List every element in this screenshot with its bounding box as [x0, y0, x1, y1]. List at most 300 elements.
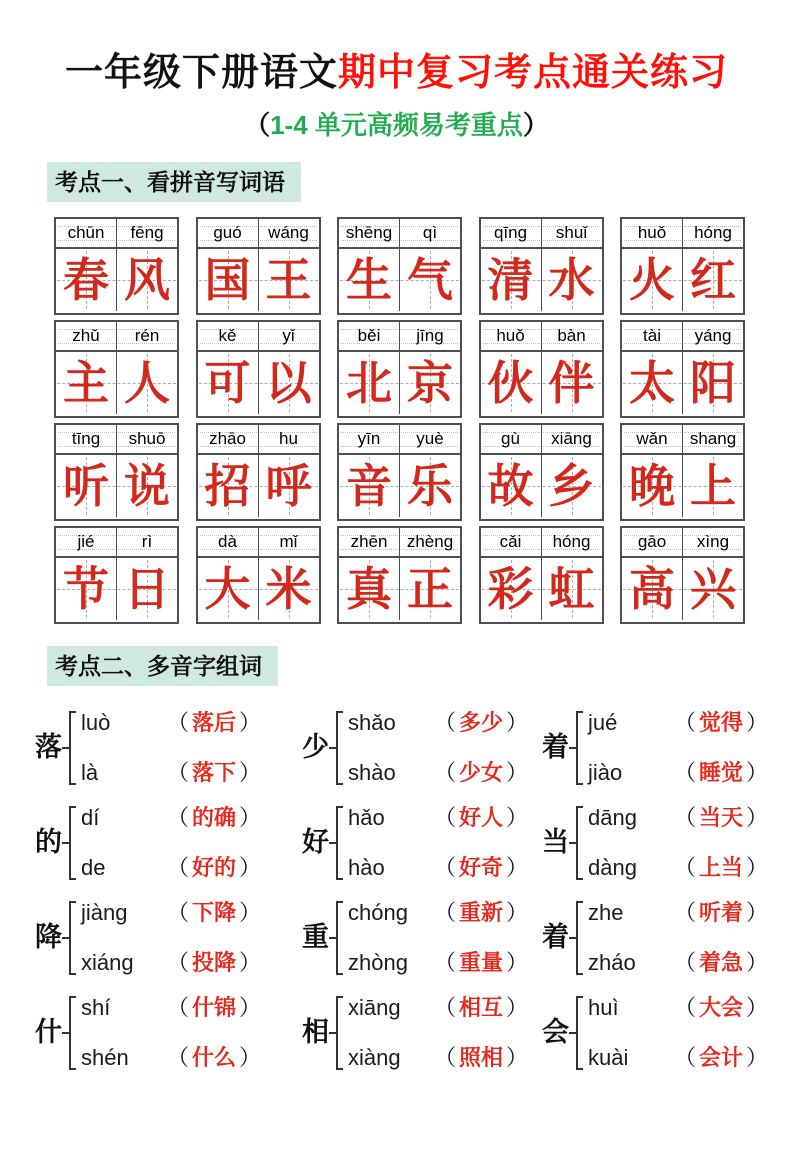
close-paren: ） [746, 804, 769, 830]
open-paren: （ [434, 994, 457, 1020]
polyphone-word: 什么 [192, 1044, 237, 1070]
word-card [54, 320, 179, 418]
close-paren: ） [239, 759, 262, 785]
polyphone-readings [81, 710, 261, 786]
pinyin-row [622, 219, 743, 249]
close-paren: ） [506, 949, 529, 975]
character-row [339, 455, 460, 517]
polyphone-reading [81, 710, 261, 736]
polyphone-word: 着急 [699, 949, 744, 975]
pinyin-syllable: fēng [130, 223, 164, 242]
connector-line [569, 1032, 576, 1034]
word-card [620, 423, 745, 521]
polyphone-reading [348, 1045, 528, 1071]
character-row [339, 249, 460, 311]
bracket-shape [69, 996, 76, 1070]
open-paren: （ [434, 804, 457, 830]
pinyin-syllable: tīng [56, 425, 117, 453]
polyphone-entry [302, 890, 542, 985]
polyphone-base-character: 相 [302, 1017, 329, 1047]
pinyin-syllable: kě [198, 322, 259, 350]
polyphone-word: 相互 [459, 994, 504, 1020]
polyphone-reading [588, 855, 768, 881]
pinyin-syllable: gù [481, 425, 542, 453]
polyphone-pinyin: huì [588, 994, 619, 1020]
polyphone-word: 重新 [459, 899, 504, 925]
character-cell: 日 [117, 558, 177, 620]
polyphone-reading [348, 900, 528, 926]
polyphone-pinyin: jué [588, 709, 618, 735]
polyphone-entry [542, 700, 775, 795]
character-row [56, 455, 177, 517]
close-paren: ） [506, 709, 529, 735]
character-cell: 米 [259, 558, 319, 620]
polyphone-pinyin: jiào [588, 759, 623, 785]
polyphone-pinyin: luò [81, 709, 111, 735]
close-paren: ） [506, 804, 529, 830]
polyphone-entry [35, 985, 302, 1080]
pinyin-row [622, 425, 743, 455]
polyphone-base-character: 降 [35, 922, 62, 952]
polyphone-pinyin: zhòng [348, 949, 408, 975]
connector-line [329, 1032, 336, 1034]
character-cell: 高 [622, 558, 683, 620]
polyphone-reading [348, 805, 528, 831]
polyphone-word: 什锦 [192, 994, 237, 1020]
polyphone-base-character: 当 [542, 827, 569, 857]
connector-line [62, 842, 69, 844]
close-paren: ） [239, 804, 262, 830]
connector-line [329, 842, 336, 844]
polyphone-readings [588, 710, 768, 786]
polyphone-word: 大会 [699, 994, 744, 1020]
polyphone-entry [302, 700, 542, 795]
word-card [620, 320, 745, 418]
polyphone-reading [348, 995, 528, 1021]
open-paren: （ [167, 709, 190, 735]
polyphone-reading [588, 760, 768, 786]
polyphone-entry [35, 795, 302, 890]
close-paren: ） [239, 854, 262, 880]
polyphone-entry [35, 890, 302, 985]
word-card [54, 423, 179, 521]
close-paren: ） [746, 994, 769, 1020]
pinyin-syllable: hóng [552, 532, 591, 551]
pinyin-syllable: tài [622, 322, 683, 350]
character-cell: 主 [56, 352, 117, 414]
character-cell: 招 [198, 455, 259, 517]
polyphone-pinyin: zháo [588, 949, 636, 975]
character-cell: 生 [339, 249, 400, 311]
pinyin-syllable: dà [198, 528, 259, 556]
page-subtitle [0, 108, 793, 142]
character-cell: 说 [117, 455, 177, 517]
polyphone-word: 落后 [192, 709, 237, 735]
word-card [337, 217, 462, 315]
pinyin-row [198, 425, 319, 455]
polyphone-pinyin: xiāng [348, 994, 401, 1020]
pinyin-row [198, 528, 319, 558]
bracket-shape [576, 996, 583, 1070]
polyphone-base-character: 少 [302, 732, 329, 762]
open-paren: （ [167, 804, 190, 830]
open-paren: （ [674, 804, 697, 830]
polyphone-pinyin: xiáng [81, 949, 134, 975]
pinyin-row [56, 219, 177, 249]
bracket-shape [576, 901, 583, 975]
character-cell: 大 [198, 558, 259, 620]
close-paren: ） [506, 994, 529, 1020]
polyphone-word: 觉得 [699, 709, 744, 735]
close-paren: ） [746, 949, 769, 975]
polyphone-reading [588, 805, 768, 831]
pinyin-syllable: huǒ [622, 219, 683, 247]
polyphone-word: 的确 [192, 804, 237, 830]
polyphone-pinyin: shǎo [348, 709, 396, 735]
section1-heading-row [47, 162, 793, 202]
close-paren: ） [746, 854, 769, 880]
character-cell: 呼 [259, 455, 319, 517]
connector-line [62, 937, 69, 939]
polyphone-pinyin: zhe [588, 899, 624, 925]
character-cell: 气 [400, 249, 460, 311]
word-card [479, 217, 604, 315]
close-paren: ） [746, 759, 769, 785]
polyphone-reading [588, 950, 768, 976]
open-paren: （ [434, 709, 457, 735]
pinyin-row [481, 425, 602, 455]
character-cell: 上 [683, 455, 743, 517]
bracket-shape [69, 901, 76, 975]
word-card [196, 423, 321, 521]
character-cell: 虹 [542, 558, 602, 620]
pinyin-row [481, 219, 602, 249]
close-paren: ） [239, 949, 262, 975]
bracket-shape [69, 711, 76, 785]
polyphone-reading [348, 855, 528, 881]
polyphone-readings [348, 900, 528, 976]
polyphone-reading [81, 805, 261, 831]
connector-line [569, 842, 576, 844]
polyphone-entry [542, 795, 775, 890]
polyphone-word: 落下 [192, 759, 237, 785]
open-paren: （ [167, 759, 190, 785]
character-cell: 王 [259, 249, 319, 311]
pinyin-syllable: zhǔ [56, 322, 117, 350]
polyphone-pinyin: là [81, 759, 99, 785]
word-card [479, 526, 604, 624]
polyphone-reading [81, 950, 261, 976]
word-card [196, 217, 321, 315]
bracket-shape [336, 711, 343, 785]
page-title-red: 期中复习考点通关练习 [338, 52, 729, 94]
polyphone-pinyin: shí [81, 994, 111, 1020]
pinyin-row [339, 425, 460, 455]
pinyin-row [481, 322, 602, 352]
character-cell: 火 [622, 249, 683, 311]
open-paren: （ [167, 854, 190, 880]
pinyin-syllable: qīng [481, 219, 542, 247]
pinyin-syllable: mǐ [279, 532, 298, 551]
polyphone-reading [81, 995, 261, 1021]
character-row [198, 558, 319, 620]
polyphone-entry [302, 985, 542, 1080]
open-paren: （ [167, 949, 190, 975]
character-cell: 阳 [683, 352, 743, 414]
character-row [339, 352, 460, 414]
character-cell: 水 [542, 249, 602, 311]
bracket-shape [576, 806, 583, 880]
pinyin-syllable: rén [134, 326, 160, 345]
connector-line [329, 747, 336, 749]
pinyin-syllable: huǒ [481, 322, 542, 350]
bracket-shape [336, 901, 343, 975]
polyphone-base-character: 会 [542, 1017, 569, 1047]
character-cell: 彩 [481, 558, 542, 620]
connector-line [329, 937, 336, 939]
bracket-shape [336, 996, 343, 1070]
pinyin-syllable: jīng [416, 326, 444, 345]
character-row [481, 249, 602, 311]
polyphone-pinyin: shén [81, 1044, 129, 1070]
pinyin-syllable: hóng [694, 223, 732, 242]
open-paren: （ [434, 899, 457, 925]
character-cell: 伴 [542, 352, 602, 414]
character-cell: 晚 [622, 455, 683, 517]
polyphone-reading [588, 900, 768, 926]
pinyin-syllable: běi [339, 322, 400, 350]
page-title [0, 50, 793, 96]
character-row [56, 352, 177, 414]
polyphone-word: 会计 [699, 1044, 744, 1070]
open-paren: （ [167, 1044, 190, 1070]
polyphone-word: 下降 [192, 899, 237, 925]
polyphone-readings [588, 900, 768, 976]
character-cell: 京 [400, 352, 460, 414]
character-cell: 清 [481, 249, 542, 311]
character-cell: 正 [400, 558, 460, 620]
polyphone-entry [35, 700, 302, 795]
pinyin-row [481, 528, 602, 558]
pinyin-row [622, 528, 743, 558]
connector-line [569, 747, 576, 749]
pinyin-syllable: wǎn [622, 425, 683, 453]
pinyin-syllable: hu [279, 429, 298, 448]
character-row [339, 558, 460, 620]
pinyin-syllable: guó [198, 219, 259, 247]
pinyin-row [56, 528, 177, 558]
word-card [196, 320, 321, 418]
character-cell: 人 [117, 352, 177, 414]
polyphone-entry [542, 890, 775, 985]
polyphone-word: 重量 [459, 949, 504, 975]
polyphone-word: 好的 [192, 854, 237, 880]
pinyin-syllable: xiāng [551, 429, 592, 448]
subtitle-close-paren: ） [522, 110, 549, 140]
open-paren: （ [674, 949, 697, 975]
open-paren: （ [167, 994, 190, 1020]
pinyin-syllable: yīn [339, 425, 400, 453]
open-paren: （ [674, 899, 697, 925]
polyphone-reading [348, 760, 528, 786]
polyphone-word: 好人 [459, 804, 504, 830]
open-paren: （ [434, 854, 457, 880]
polyphone-readings [81, 900, 261, 976]
pinyin-syllable: chūn [56, 219, 117, 247]
character-cell: 春 [56, 249, 117, 311]
section1-heading: 考点一、看拼音写词语 [47, 162, 301, 202]
open-paren: （ [674, 1044, 697, 1070]
polyphone-pinyin: shào [348, 759, 396, 785]
polyphone-base-character: 着 [542, 922, 569, 952]
pinyin-syllable: bàn [557, 326, 586, 345]
polyphone-pinyin: hào [348, 854, 385, 880]
polyphone-reading [588, 995, 768, 1021]
character-cell: 伙 [481, 352, 542, 414]
page-title-black: 一年级下册语文 [64, 52, 338, 94]
close-paren: ） [239, 1044, 262, 1070]
close-paren: ） [239, 994, 262, 1020]
section2-heading: 考点二、多音字组词 [47, 646, 278, 686]
character-row [198, 352, 319, 414]
close-paren: ） [239, 899, 262, 925]
character-cell: 北 [339, 352, 400, 414]
subtitle-text: 1-4 单元高频易考重点 [270, 110, 523, 140]
pinyin-syllable: shuō [128, 429, 166, 448]
polyphone-base-character: 重 [302, 922, 329, 952]
polyphone-word: 多少 [459, 709, 504, 735]
bracket-shape [576, 711, 583, 785]
character-cell: 故 [481, 455, 542, 517]
pinyin-row [339, 528, 460, 558]
word-card [479, 320, 604, 418]
character-cell: 以 [259, 352, 319, 414]
pinyin-syllable: shēng [339, 219, 400, 247]
open-paren: （ [674, 994, 697, 1020]
polyphone-readings [348, 710, 528, 786]
pinyin-row [56, 322, 177, 352]
polyphone-base-character: 的 [35, 827, 62, 857]
polyphone-reading [588, 710, 768, 736]
character-cell: 兴 [683, 558, 743, 620]
polyphone-reading [81, 1045, 261, 1071]
polyphone-reading [81, 760, 261, 786]
pinyin-syllable: yuè [416, 429, 444, 448]
word-card [337, 320, 462, 418]
character-row [198, 455, 319, 517]
connector-line [62, 747, 69, 749]
pinyin-syllable: cǎi [481, 528, 542, 556]
character-row [56, 558, 177, 620]
polyphone-pinyin: kuài [588, 1044, 629, 1070]
open-paren: （ [674, 854, 697, 880]
pinyin-syllable: yǐ [282, 326, 295, 345]
pinyin-syllable: shang [689, 429, 737, 448]
pinyin-syllable: wáng [268, 223, 309, 242]
close-paren: ） [239, 709, 262, 735]
pinyin-syllable: shuǐ [555, 223, 588, 242]
pinyin-row [339, 219, 460, 249]
polyphone-base-character: 落 [35, 732, 62, 762]
word-card [620, 526, 745, 624]
character-row [622, 558, 743, 620]
character-cell: 听 [56, 455, 117, 517]
polyphone-readings [81, 805, 261, 881]
polyphone-word: 少女 [459, 759, 504, 785]
polyphone-pinyin: dí [81, 804, 100, 830]
character-cell: 音 [339, 455, 400, 517]
pinyin-row [339, 322, 460, 352]
polyphone-entry [302, 795, 542, 890]
polyphone-pinyin: dàng [588, 854, 637, 880]
open-paren: （ [674, 759, 697, 785]
polyphone-pinyin: hǎo [348, 804, 385, 830]
polyphone-pinyin: xiàng [348, 1044, 401, 1070]
word-card [337, 423, 462, 521]
connector-line [569, 937, 576, 939]
character-cell: 国 [198, 249, 259, 311]
close-paren: ） [506, 1044, 529, 1070]
pinyin-syllable: zhēn [339, 528, 400, 556]
character-cell: 太 [622, 352, 683, 414]
polyphone-grid [35, 700, 775, 1080]
polyphone-entry [542, 985, 775, 1080]
word-card [620, 217, 745, 315]
open-paren: （ [434, 759, 457, 785]
close-paren: ） [746, 899, 769, 925]
pinyin-row [56, 425, 177, 455]
section2-heading-row [47, 646, 793, 686]
character-row [56, 249, 177, 311]
polyphone-word: 照相 [459, 1044, 504, 1070]
pinyin-syllable: xìng [696, 532, 730, 551]
word-card [54, 526, 179, 624]
polyphone-pinyin: de [81, 854, 106, 880]
pinyin-syllable: jié [56, 528, 117, 556]
open-paren: （ [434, 949, 457, 975]
word-card [196, 526, 321, 624]
polyphone-readings [81, 995, 261, 1071]
close-paren: ） [746, 1044, 769, 1070]
connector-line [62, 1032, 69, 1034]
word-card [479, 423, 604, 521]
polyphone-word: 当天 [699, 804, 744, 830]
polyphone-readings [588, 805, 768, 881]
polyphone-reading [588, 1045, 768, 1071]
polyphone-word: 听着 [699, 899, 744, 925]
pinyin-row [198, 322, 319, 352]
worksheet-page [0, 50, 793, 1172]
polyphone-pinyin: jiàng [81, 899, 128, 925]
polyphone-word: 睡觉 [699, 759, 744, 785]
character-row [622, 455, 743, 517]
character-cell: 真 [339, 558, 400, 620]
polyphone-reading [348, 710, 528, 736]
pinyin-row [198, 219, 319, 249]
pinyin-syllable: rì [141, 532, 153, 551]
close-paren: ） [746, 709, 769, 735]
polyphone-word: 投降 [192, 949, 237, 975]
word-card-grid [54, 217, 745, 624]
character-cell: 风 [117, 249, 177, 311]
pinyin-syllable: yáng [694, 326, 732, 345]
close-paren: ） [506, 899, 529, 925]
polyphone-reading [348, 950, 528, 976]
polyphone-pinyin: chóng [348, 899, 408, 925]
polyphone-reading [81, 900, 261, 926]
polyphone-base-character: 好 [302, 827, 329, 857]
character-cell: 乐 [400, 455, 460, 517]
